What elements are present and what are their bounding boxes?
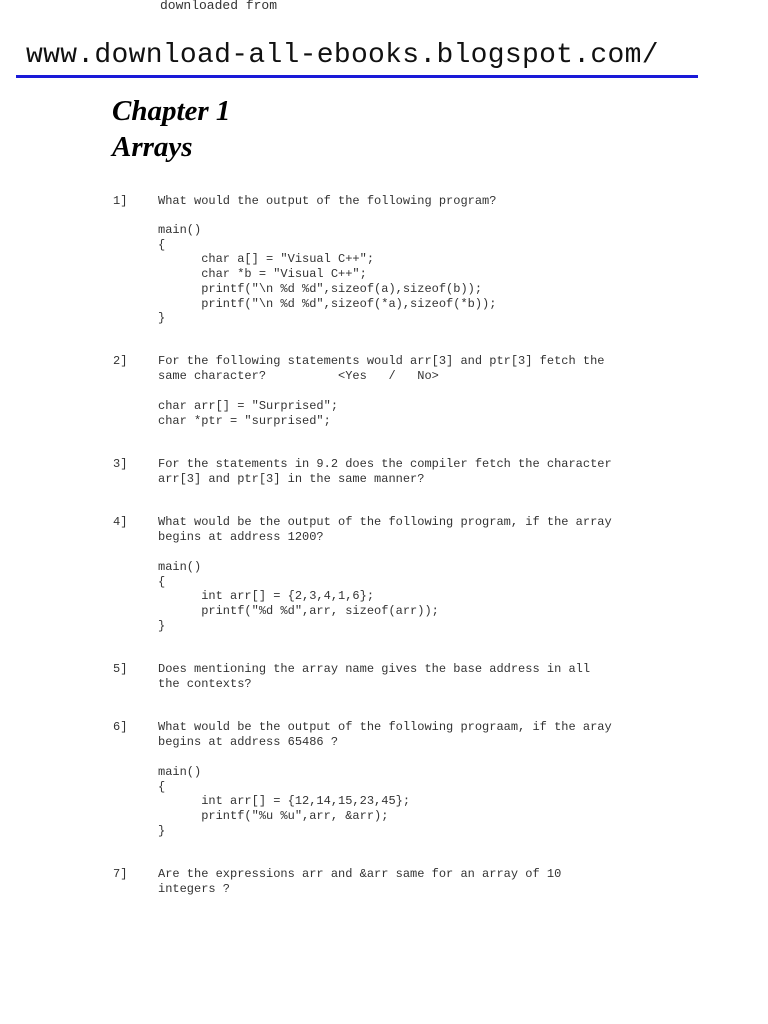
question-4-text: What would be the output of the following program, if the array begins at address 1200? <box>158 515 612 544</box>
question-6-number: 6] <box>113 720 128 734</box>
chapter-title: Arrays <box>112 131 193 163</box>
question-3-text: For the statements in 9.2 does the compiler fetch the character arr[3] and ptr[3] in the same manner? <box>158 457 612 486</box>
question-4-code: main() { int arr[] = {2,3,4,1,6}; printf("%d %d",arr, sizeof(arr)); } <box>158 560 439 633</box>
question-7-text: Are the expressions arr and &arr same for an array of 10 integers ? <box>158 867 562 896</box>
question-5-text: Does mentioning the array name gives the base address in all the contexts? <box>158 662 591 691</box>
question-6-code: main() { int arr[] = {12,14,15,23,45}; printf("%u %u",arr, &arr); } <box>158 765 411 838</box>
question-2-text: For the following statements would arr[3] and ptr[3] fetch the same character? <Yes / No> <box>158 354 605 383</box>
header-divider <box>16 75 698 78</box>
question-2-code: char arr[] = "Surprised"; char *ptr = "surprised"; <box>158 399 339 428</box>
question-5-number: 5] <box>113 662 128 676</box>
site-url: www.download-all-ebooks.blogspot.com/ <box>26 40 659 71</box>
question-6-text: What would be the output of the following prograam, if the aray begins at address 65486 ? <box>158 720 612 749</box>
chapter-heading <box>112 93 230 165</box>
question-1-text: What would the output of the following program? <box>158 194 497 208</box>
source-note: downloaded from <box>160 0 278 13</box>
question-2-number: 2] <box>113 354 128 368</box>
question-1-number: 1] <box>113 194 128 208</box>
question-4-number: 4] <box>113 515 128 529</box>
question-3-number: 3] <box>113 457 128 471</box>
chapter-number: Chapter 1 <box>112 95 231 127</box>
question-7-number: 7] <box>113 867 128 881</box>
question-1-code: main() { char a[] = "Visual C++"; char *b = "Visual C++"; printf("\n %d %d",sizeof(a),sizeof(b)); printf("\n %d %d",sizeof(*a),sizeof(*b)); } <box>158 223 497 326</box>
